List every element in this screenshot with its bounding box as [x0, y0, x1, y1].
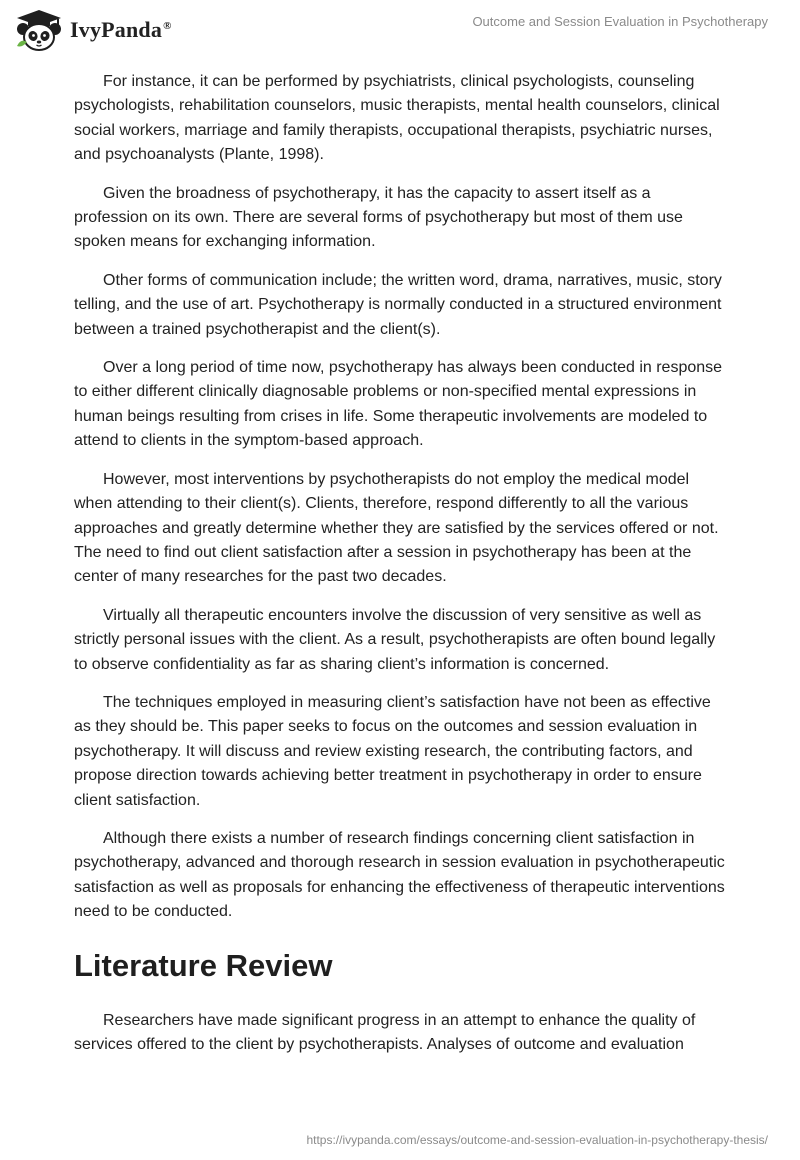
paragraph: Virtually all therapeutic encounters involve the discussion of very sensitive as well as strictly personal issues with the client. As a result, psychotherapists are often bound legally to observe confidentiality as far as sharing client’s information is concerned.	[74, 606, 716, 673]
paragraph: For instance, it can be performed by psychiatrists, clinical psychologists, counseling psychologists, rehabilitation counselors, music therapists, mental health counselors, clinical social workers, marriage and family therapists, occupational therapists, psychiatric nurses, and psychoanalysts (Plante, 1998).	[74, 73, 720, 164]
document-title: Outcome and Session Evaluation in Psychotherapy	[472, 14, 768, 29]
paragraph: Given the broadness of psychotherapy, it has the capacity to assert itself as a profession on its own. There are several forms of psychotherapy but most of them use spoken means for exchanging information.	[74, 184, 683, 251]
section-heading: Literature Review	[74, 947, 333, 983]
paragraph: Researchers have made significant progress in an attempt to enhance the quality of services offered to the client by psychotherapists. Analyses of outcome and evaluation	[74, 1011, 696, 1053]
paragraph: Over a long period of time now, psychotherapy has always been conducted in response to either different clinically diagnosable problems or non-specified mental expressions in human beings resulting from crises in life. Some therapeutic involvements are modeled to attend to clients in the symptom-based approach.	[74, 359, 723, 450]
paragraph: Other forms of communication include; the written word, drama, narratives, music, story telling, and the use of art. Psychotherapy is normally conducted in a structured environment between a trained psychotherapist and the client(s).	[74, 271, 722, 338]
ivypanda-logo[interactable]	[14, 8, 172, 52]
brand-name: IvyPanda®	[70, 17, 172, 42]
essay-body	[74, 70, 728, 1071]
registered-mark: ®	[163, 19, 172, 32]
paragraph: The techniques employed in measuring client’s satisfaction have not been as effective as they should be. This paper seeks to focus on the outcomes and session evaluation in psychotherapy. It will discuss and review existing research, the contributing factors, and propose direction towards achieving better treatment in psychotherapy in order to ensure client satisfaction.	[74, 693, 711, 809]
panda-graduate-icon	[14, 8, 64, 52]
paragraph: Although there exists a number of research findings concerning client satisfaction in psychotherapy, advanced and thorough research in session evaluation in psychotherapeutic satisfaction as well as proposals for enhancing the effectiveness of therapeutic interventions need to be conducted.	[74, 829, 725, 921]
page-header	[0, 0, 800, 60]
paragraph: However, most interventions by psychotherapists do not employ the medical model when attending to their client(s). Clients, therefore, respond differently to all the various approaches and greatly determine whether they are satisfied by the services offered or not. The need to find out client satisfaction after a session in psychotherapy has been at the center of many researches for the past two decades.	[74, 470, 719, 586]
source-url[interactable]: https://ivypanda.com/essays/outcome-and-session-evaluation-in-psychotherapy-thesis/	[306, 1133, 768, 1147]
